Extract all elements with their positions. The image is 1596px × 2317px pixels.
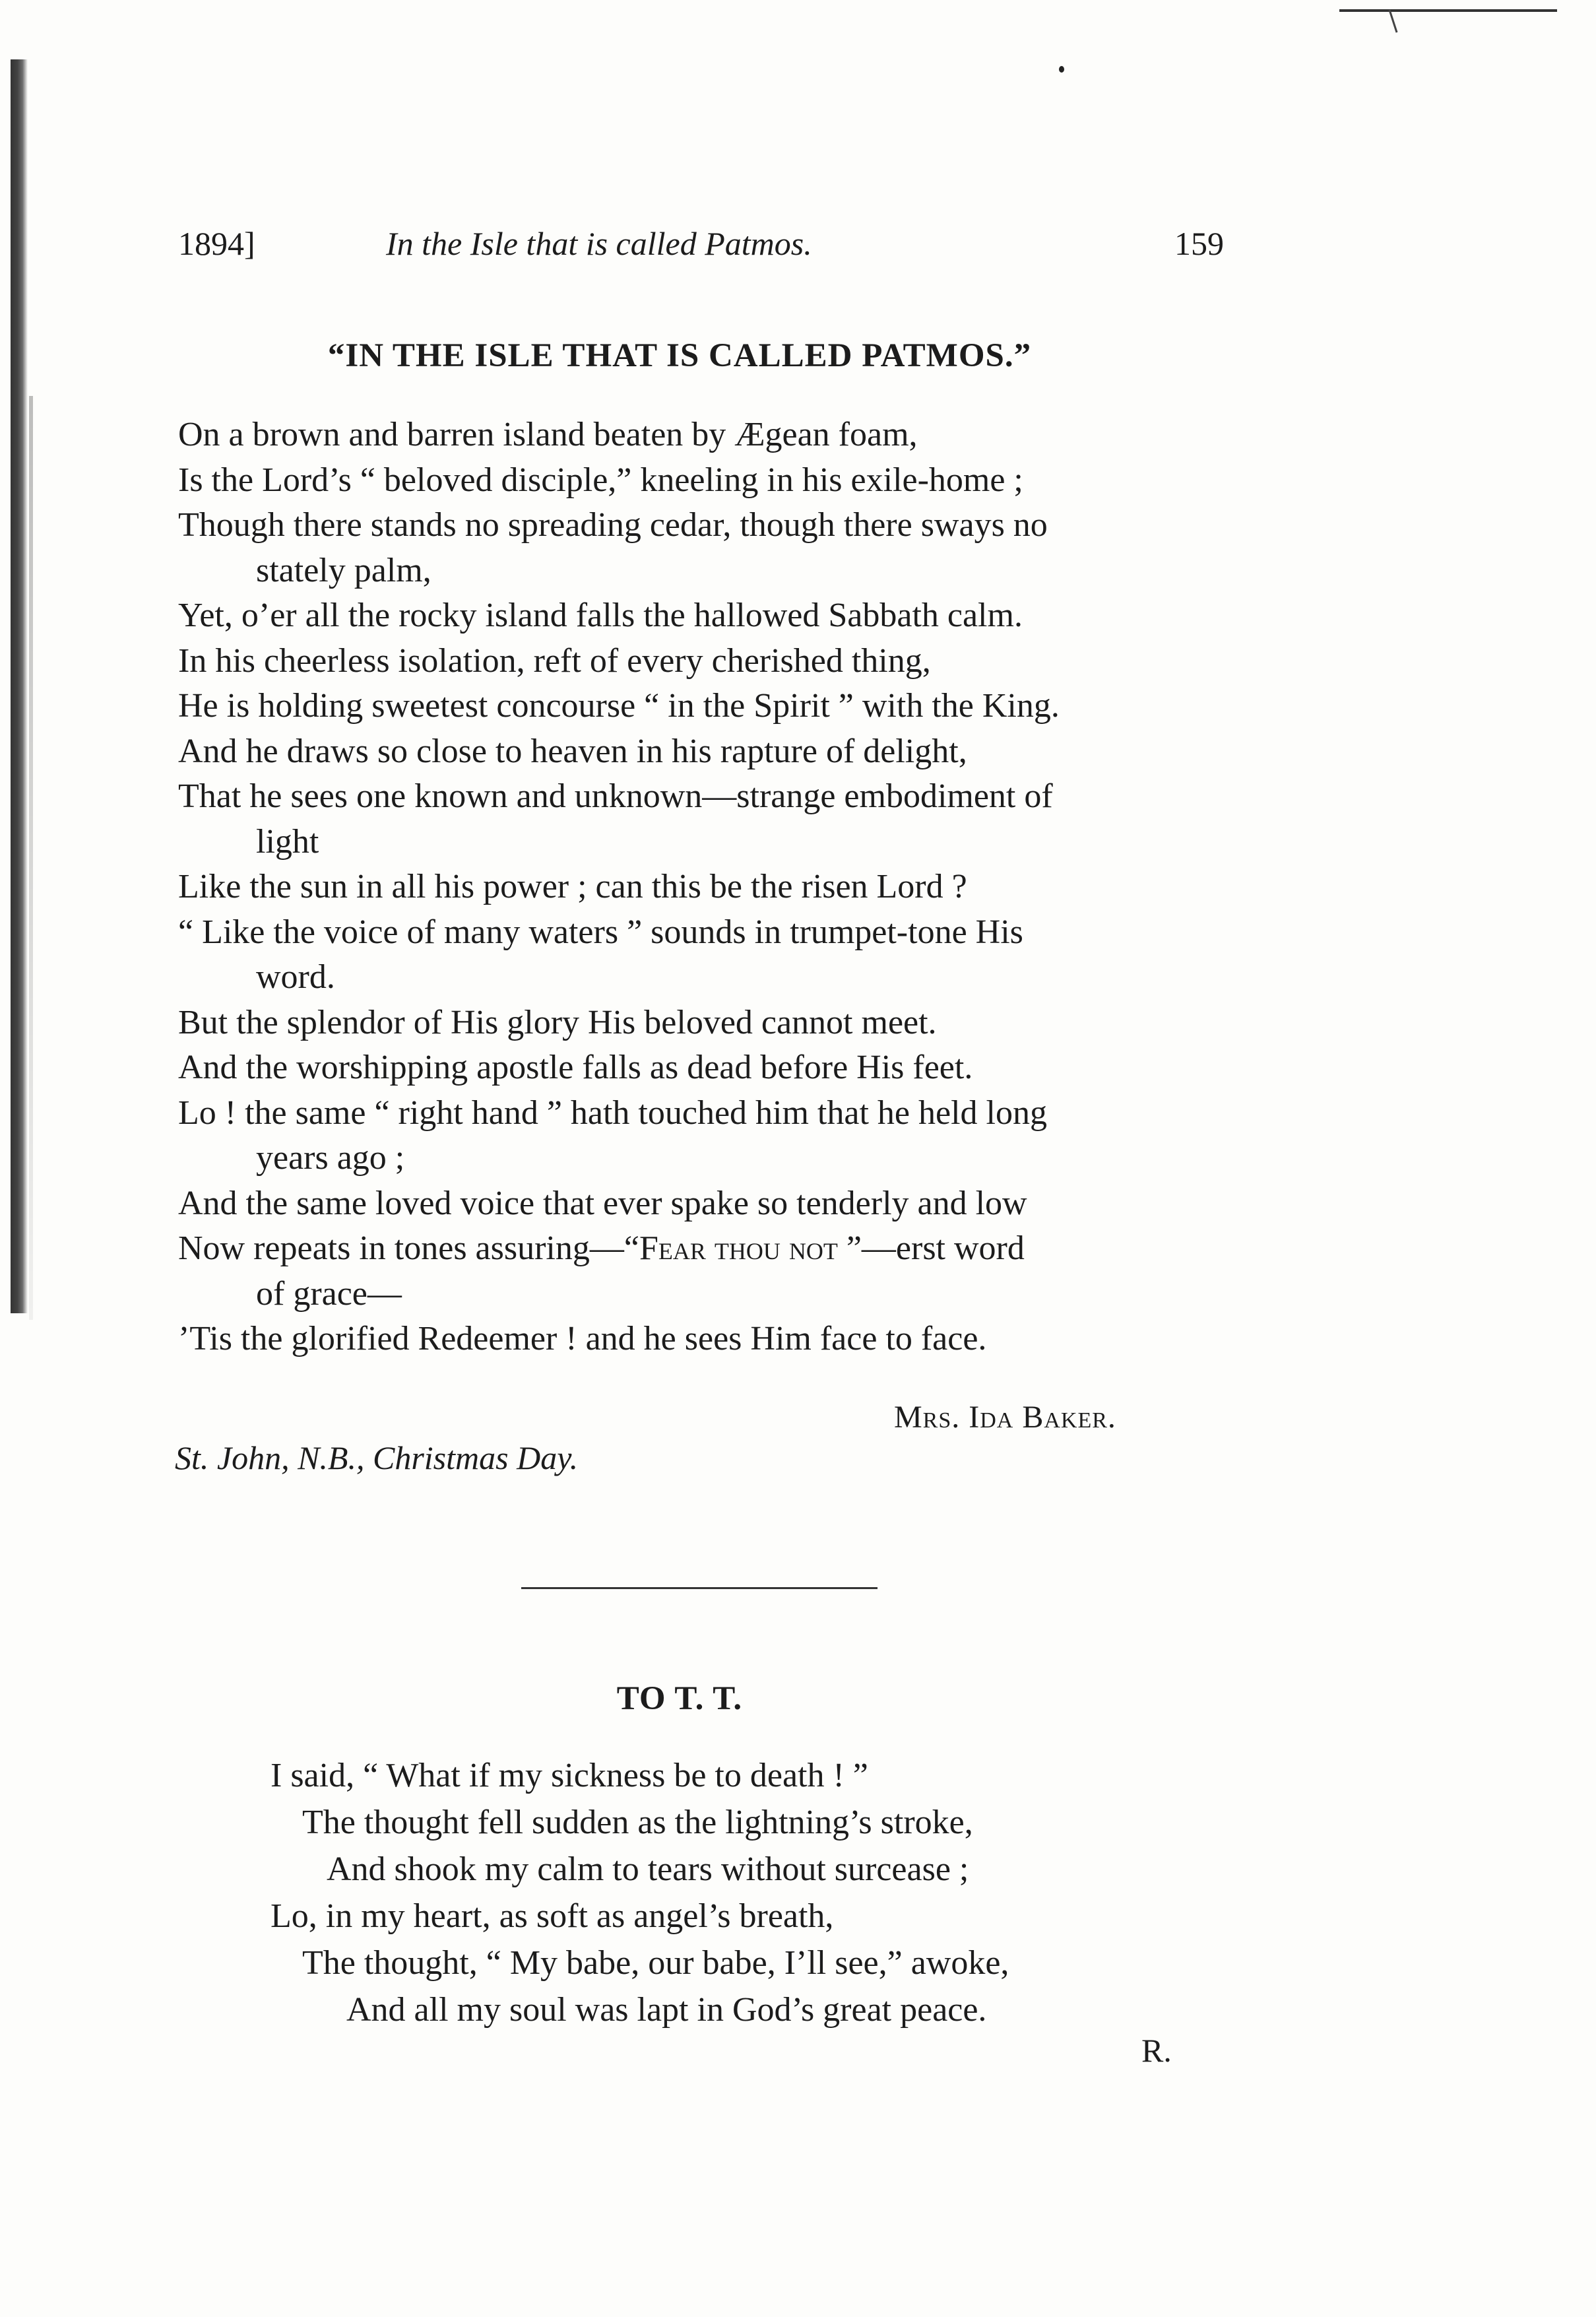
- poem-signoff: R.: [1141, 2032, 1172, 2069]
- poem-line: But the splendor of His glory His beloved cannot meet.: [178, 1003, 937, 1041]
- poem-line: He is holding sweetest concourse “ in the Spirit ” with the King.: [178, 687, 1060, 725]
- scan-shadow: [29, 396, 33, 1320]
- poem-line: And the same loved voice that ever spake so tenderly and low: [178, 1184, 1027, 1222]
- poem-line-part: Now repeats in tones assuring—“: [178, 1229, 639, 1267]
- poem-line-part: ”—erst word: [837, 1229, 1025, 1267]
- scan-corner-tick: [1389, 9, 1398, 32]
- poem-line: Like the sun in all his power ; can this be the risen Lord ?: [178, 868, 967, 905]
- poem-line-smallcaps: Fear thou not: [639, 1229, 838, 1267]
- poem-line-turnover: of grace—: [256, 1274, 402, 1313]
- poem-body: [271, 1752, 1260, 2033]
- poem-line: ’Tis the glorified Redeemer ! and he sees Him face to face.: [178, 1320, 987, 1357]
- poem-line: I said, “ What if my sickness be to death ! ”: [271, 1757, 868, 1794]
- poem-line: That he sees one known and unknown—strange embodiment of: [178, 777, 1053, 815]
- poem-line: And all my soul was lapt in God’s great peace.: [346, 1991, 987, 2029]
- poem-line: On a brown and barren island beaten by Ægean foam,: [178, 416, 918, 453]
- running-head: [178, 224, 1224, 271]
- poem-title: TO T. T.: [616, 1680, 743, 1717]
- poem-line: “ Like the voice of many waters ” sounds in trumpet-tone His: [178, 913, 1023, 951]
- poem-line-turnover: word.: [256, 958, 335, 996]
- poem-place-date: St. John, N.B., Christmas Day.: [175, 1439, 579, 1476]
- poem-author: Mrs. Ida Baker.: [894, 1400, 1116, 1435]
- poem-line: The thought, “ My babe, our babe, I’ll see,” awoke,: [302, 1944, 1009, 1982]
- running-head-year: 1894]: [178, 225, 255, 262]
- scan-binding-edge: [11, 59, 28, 1313]
- poem-line: Yet, o’er all the rocky island falls the hallowed Sabbath calm.: [178, 597, 1023, 634]
- poem-line: Is the Lord’s “ beloved disciple,” kneeling in his exile-home ;: [178, 461, 1023, 499]
- poem-line: And shook my calm to tears without surcease ;: [327, 1850, 969, 1888]
- poem-line-turnover: light: [256, 822, 319, 861]
- scan-speck: [1059, 66, 1064, 73]
- poem-body: [178, 412, 1260, 1362]
- page-number: 159: [1174, 225, 1224, 262]
- poem-line: The thought fell sudden as the lightning’s stroke,: [302, 1804, 973, 1841]
- section-divider: [521, 1587, 878, 1589]
- scan-corner-rule: [1339, 9, 1557, 12]
- poem-line-turnover: years ago ;: [256, 1139, 405, 1177]
- poem-line: In his cheerless isolation, reft of every cherished thing,: [178, 641, 931, 680]
- poem-line: And the worshipping apostle falls as dead before His feet.: [178, 1049, 973, 1086]
- poem-line: [178, 1226, 1260, 1272]
- poem-line: Lo, in my heart, as soft as angel’s breath,: [271, 1897, 834, 1935]
- poem-line: Lo ! the same “ right hand ” hath touched him that he held long: [178, 1093, 1047, 1132]
- poem-line-turnover: stately palm,: [256, 551, 431, 589]
- poem-title: “IN THE ISLE THAT IS CALLED PATMOS.”: [327, 337, 1032, 374]
- running-head-title: In the Isle that is called Patmos.: [386, 225, 812, 262]
- poem-line: And he draws so close to heaven in his rapture of delight,: [178, 732, 967, 770]
- poem-line: Though there stands no spreading cedar, though there sways no: [178, 506, 1048, 544]
